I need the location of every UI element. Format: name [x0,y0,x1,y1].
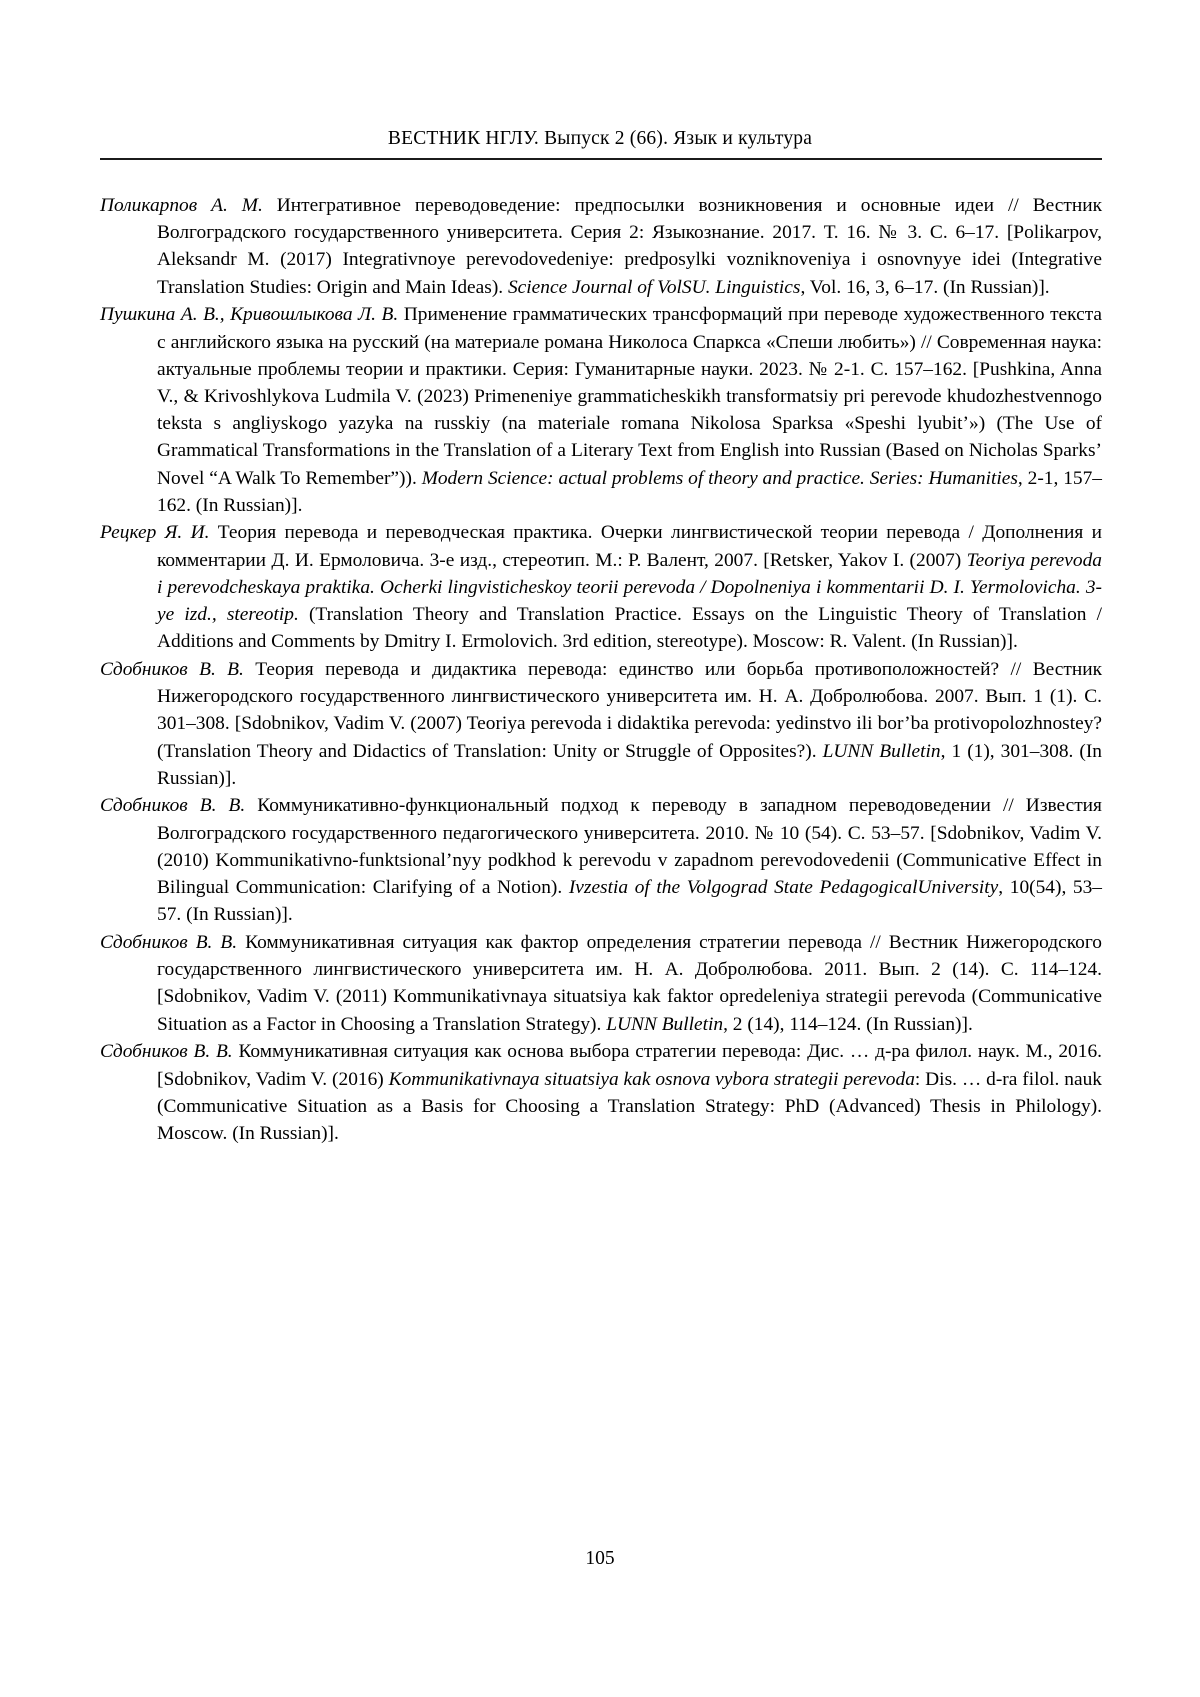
reference-source-title: Kommunikativnaya situatsiya kak osnova vybora strategii perevoda [388,1068,915,1090]
reference-source-title: Science Journal of VolSU. Linguistics [507,276,801,298]
reference-entry [100,519,1102,655]
reference-tail: , 10(54), 53–57. (In Russian)]. [157,877,1102,926]
references-list [100,192,1102,1148]
reference-author: Пушкина А. В., Кривошлыкова Л. В. [100,304,399,326]
reference-source-title: Modern Science: actual problems of theory and practice. Series: Humanities [421,467,1018,489]
page-number: 105 [585,1548,615,1569]
reference-tail: , 1 (1), 301–308. (In Russian)]. [157,740,1102,789]
reference-body: Теория перевода и переводческая практика. Очерки лингвистической теории перевода / Дополнения и комментарии Д. И. Ермоловича. 3-е изд., стереотип. М.: Р. Валент, 2007. [Retsker, Yakov I. (2007) [157,522,1102,571]
reference-author: Сдобников В. В. [100,931,238,953]
reference-body: Интегративное переводоведение: предпосылки возникновения и основные идеи // Вестник Волгоградского государственного университета. Серия 2: Языкознание. 2017. Т. 16. № 3. С. 6–17. [Polikarpov, Aleksandr M. (2017) Integrativnoye perevodovedeniye: predposylki vozniknoveniya i osnovnyye idei (Integrative Translation Studies: Origin and Main Ideas). [157,195,1102,298]
header-divider [100,158,1102,160]
reference-body: Коммуникативная ситуация как фактор определения стратегии перевода // Вестник Нижегородского государственного лингвистического университета им. Н. А. Добролюбова. 2011. Вып. 2 (14). С. 114–124. [Sdobnikov, Vadim V. (2011) Kommunikativnaya situatsiya kak faktor opredeleniya strategii perevoda (Communicative Situation as a Factor in Choosing a Translation Strategy). [157,931,1102,1035]
reference-source-title: Ivzestia of the Volgograd State PedagogicalUniversity [568,877,999,899]
reference-body: Применение грамматических трансформаций при переводе художественного текста с английского языка на русский (на материале романа Николоса Спаркса «Спеши любить») // Современная наука: актуальные проблемы теории и практики. Серия: Гуманитарные науки. 2023. № 2-1. С. 157–162. [Pushkina, Anna V., & Krivoshlykova Ludmila V. (2023) Primeneniye grammaticheskikh transformatsiy pri perevode khudozhestvennogo teksta s angliyskogo yazyka na russkiy (na materiale romana Nikolosa Sparksa «Speshi lyubit’») (The Use of Grammatical Transformations in the Translation of a Literary Text from English into Russian (Based on Nicholas Sparks’ Novel “A Walk To Remember”)). [157,304,1103,489]
reference-tail: , Vol. 16, 3, 6–17. (In Russian)]. [800,276,1050,298]
reference-entry [100,192,1102,301]
reference-body: Коммуникативно-функциональный подход к переводу в западном переводоведении // Известия Волгоградского государственного педагогического университета. 2010. № 10 (54). С. 53–57. [Sdobnikov, Vadim V. (2010) Kommunikativno-funktsional’nyy podkhod k perevodu v zapadnom perevodovedenii (Communicative Effect in Bilingual Communication: Clarifying of a Notion). [157,795,1102,899]
reference-author: Рецкер Я. И. [100,522,210,544]
reference-tail: : Dis. … d-ra filol. nauk (Communicative Situation as a Basis for Choosing a Translation Strategy: PhD (Advanced) Thesis in Philology). Moscow. (In Russian)]. [157,1068,1102,1144]
reference-entry [100,929,1102,1038]
reference-author: Поликарпов А. М. [100,195,263,216]
reference-tail: , 2-1, 157–162. (In Russian)]. [157,467,1102,516]
reference-author: Сдобников В. В. [100,1041,233,1063]
reference-entry [100,1038,1102,1147]
reference-source-title: LUNN Bulletin [606,1013,724,1035]
reference-entry [100,301,1102,519]
reference-body: Теория перевода и дидактика перевода: единство или борьба противоположностей? // Вестник Нижегородского государственного лингвистического университета им. Н. А. Добролюбова. 2007. Вып. 1 (1). С. 301–308. [Sdobnikov, Vadim V. (2007) Teoriya perevoda i didaktika perevoda: yedinstvo ili bor’ba protivopolozhnostey? (Translation Theory and Didactics of Translation: Unity or Struggle of Opposites?). [157,658,1102,762]
reference-tail: (Translation Theory and Translation Practice. Essays on the Linguistic Theory of Translation / Additions and Comments by Dmitry I. Ermolovich. 3rd edition, stereotype). Moscow: R. Valent. (In Russian)]. [157,604,1102,653]
reference-tail: , 2 (14), 114–124. (In Russian)]. [723,1013,973,1035]
reference-entry [100,656,1102,792]
reference-source-title: Teoriya perevoda i perevodcheskaya praktika. Ocherki lingvisticheskoy teorii perevoda / Dopolneniya i kommentarii D. I. Yermolovicha. 3-ye izd., stereotip. [157,549,1102,626]
reference-source-title: LUNN Bulletin [822,740,941,762]
reference-author: Сдобников В. В. [100,658,244,680]
reference-body: Коммуникативная ситуация как основа выбора стратегии перевода: Дис. … д-ра филол. наук. М., 2016. [Sdobnikov, Vadim V. (2016) [157,1041,1102,1090]
reference-entry [100,792,1102,928]
running-header: ВЕСТНИК НГЛУ. Выпуск 2 (66). Язык и культура [387,128,813,149]
reference-author: Сдобников В. В. [100,795,246,817]
